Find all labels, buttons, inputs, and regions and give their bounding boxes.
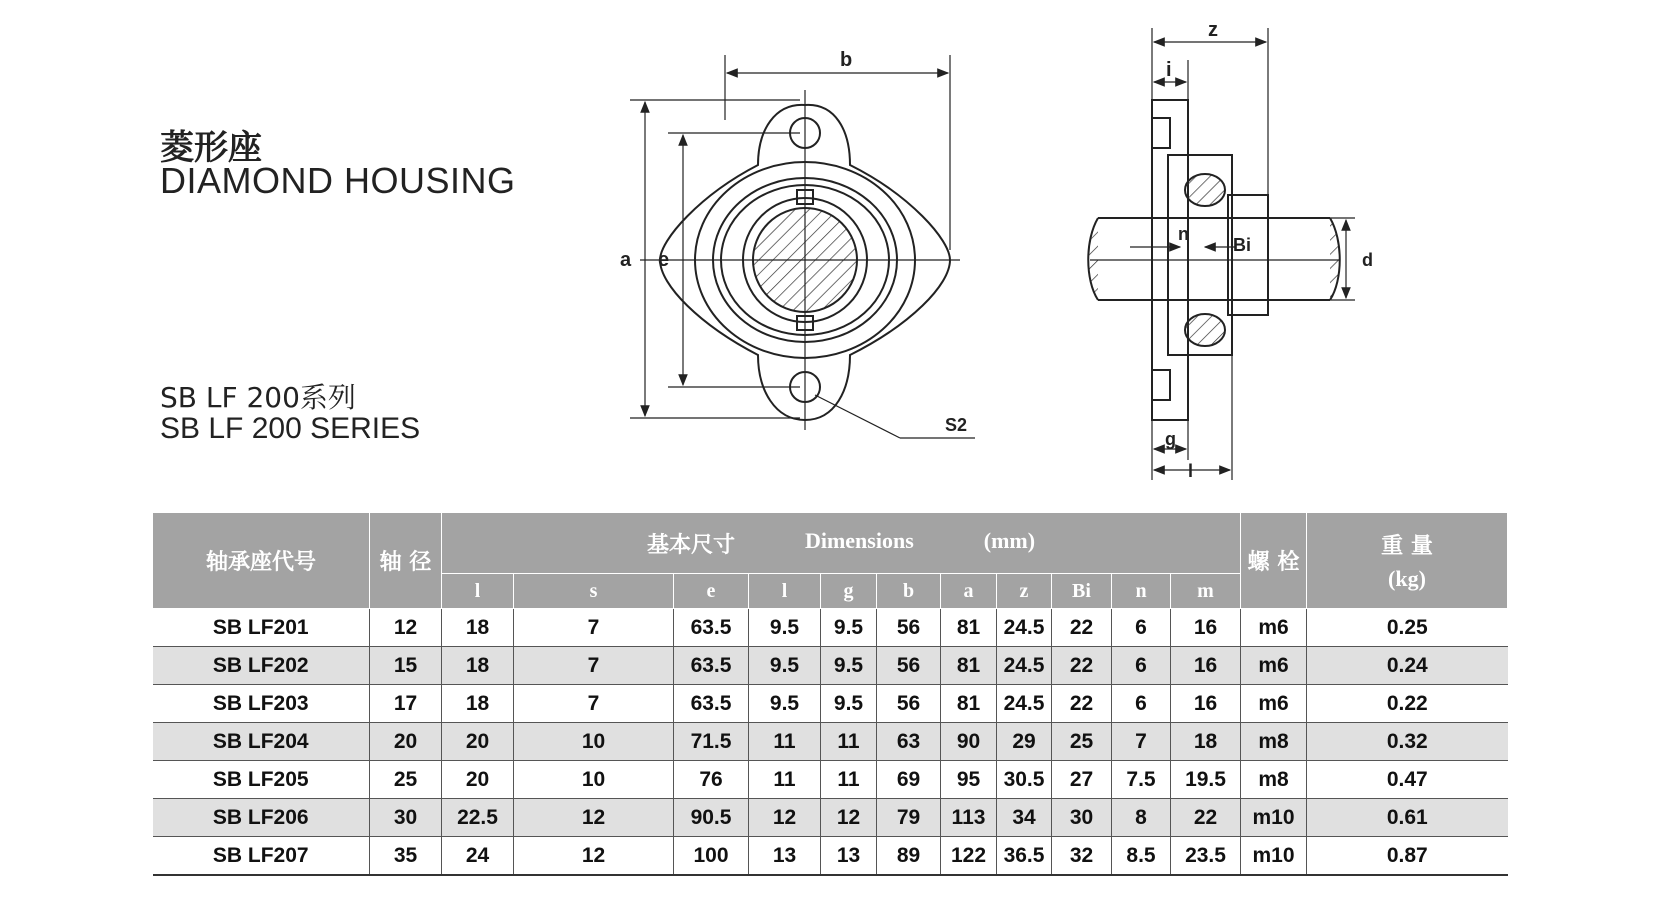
- cell-code: SB LF204: [153, 723, 370, 761]
- col-header-dimensions: [442, 513, 1241, 574]
- sub-header-n: n: [1112, 574, 1171, 609]
- sub-header-e: e: [674, 574, 749, 609]
- cell-bolt: m6: [1241, 685, 1307, 723]
- cell-weight: 0.24: [1307, 647, 1508, 685]
- sub-header-l2: l: [749, 574, 821, 609]
- dimensions-label-en: Dimensions: [804, 527, 914, 553]
- cell-z: 29: [997, 723, 1052, 761]
- cell-s: 10: [514, 761, 674, 799]
- cell-l2: 9.5: [749, 685, 821, 723]
- cell-m: 16: [1171, 685, 1241, 723]
- weight-unit: (kg): [1388, 566, 1426, 591]
- cell-code: SB LF207: [153, 837, 370, 876]
- sub-header-a: a: [941, 574, 997, 609]
- side-label-z: z: [1208, 19, 1218, 41]
- cell-z: 24.5: [997, 609, 1052, 647]
- cell-g: 13: [821, 837, 877, 876]
- cell-e: 100: [674, 837, 749, 876]
- cell-n: 6: [1112, 685, 1171, 723]
- cell-bolt: m8: [1241, 723, 1307, 761]
- cell-g: 9.5: [821, 609, 877, 647]
- front-label-b: b: [840, 49, 853, 71]
- cell-s: 12: [514, 837, 674, 876]
- cell-l1: 18: [442, 685, 514, 723]
- cell-e: 63.5: [674, 685, 749, 723]
- cell-z: 30.5: [997, 761, 1052, 799]
- cell-e: 63.5: [674, 609, 749, 647]
- cell-d: 35: [370, 837, 442, 876]
- cell-l2: 12: [749, 799, 821, 837]
- side-view-dimensions: [1090, 28, 1355, 480]
- cell-l1: 20: [442, 723, 514, 761]
- dimensions-table: [152, 512, 1508, 876]
- cell-e: 63.5: [674, 647, 749, 685]
- cell-b: 89: [877, 837, 941, 876]
- cell-l1: 22.5: [442, 799, 514, 837]
- cell-b: 56: [877, 647, 941, 685]
- sub-header-m: m: [1171, 574, 1241, 609]
- dimensions-unit: (mm): [983, 527, 1036, 553]
- cell-bolt: m6: [1241, 647, 1307, 685]
- cell-n: 6: [1112, 609, 1171, 647]
- col-header-weight: [1307, 513, 1508, 609]
- cell-s: 7: [514, 647, 674, 685]
- cell-n: 8.5: [1112, 837, 1171, 876]
- cell-m: 19.5: [1171, 761, 1241, 799]
- col-header-bolt: 螺 栓: [1241, 513, 1307, 609]
- cell-bolt: m10: [1241, 799, 1307, 837]
- side-label-i: i: [1166, 59, 1172, 81]
- cell-e: 71.5: [674, 723, 749, 761]
- cell-g: 12: [821, 799, 877, 837]
- cell-l2: 11: [749, 723, 821, 761]
- cell-d: 12: [370, 609, 442, 647]
- cell-d: 25: [370, 761, 442, 799]
- cell-n: 7.5: [1112, 761, 1171, 799]
- cell-g: 11: [821, 723, 877, 761]
- cell-a: 122: [941, 837, 997, 876]
- series-chinese: SB LF 200系列: [160, 381, 356, 414]
- cell-bi: 32: [1052, 837, 1112, 876]
- series-english: SB LF 200 SERIES: [160, 412, 421, 445]
- cell-l2: 9.5: [749, 609, 821, 647]
- sub-header-b: b: [877, 574, 941, 609]
- table-body: [153, 609, 1508, 876]
- cell-l1: 20: [442, 761, 514, 799]
- cell-b: 69: [877, 761, 941, 799]
- table-row: [153, 837, 1508, 876]
- cell-a: 90: [941, 723, 997, 761]
- sub-header-g: g: [821, 574, 877, 609]
- cell-a: 95: [941, 761, 997, 799]
- cell-m: 22: [1171, 799, 1241, 837]
- cell-d: 30: [370, 799, 442, 837]
- weight-label: 重 量: [1381, 534, 1433, 559]
- cell-m: 23.5: [1171, 837, 1241, 876]
- cell-n: 6: [1112, 647, 1171, 685]
- cell-code: SB LF203: [153, 685, 370, 723]
- cell-bi: 27: [1052, 761, 1112, 799]
- front-label-s2: S2: [945, 415, 968, 435]
- cell-bi: 30: [1052, 799, 1112, 837]
- cell-b: 63: [877, 723, 941, 761]
- cell-a: 81: [941, 609, 997, 647]
- cell-n: 8: [1112, 799, 1171, 837]
- sub-header-s: s: [514, 574, 674, 609]
- side-label-l: l: [1188, 461, 1194, 481]
- cell-weight: 0.25: [1307, 609, 1508, 647]
- cell-s: 7: [514, 609, 674, 647]
- cell-bolt: m8: [1241, 761, 1307, 799]
- table-row: [153, 723, 1508, 761]
- cell-n: 7: [1112, 723, 1171, 761]
- side-label-g: g: [1165, 429, 1176, 449]
- cell-a: 81: [941, 685, 997, 723]
- cell-bi: 22: [1052, 609, 1112, 647]
- table-row: [153, 609, 1508, 647]
- cell-weight: 0.61: [1307, 799, 1508, 837]
- cell-g: 9.5: [821, 685, 877, 723]
- cell-bi: 22: [1052, 685, 1112, 723]
- col-header-shaft: 轴 径: [370, 513, 442, 609]
- side-label-bi: Bi: [1233, 235, 1251, 255]
- cell-weight: 0.87: [1307, 837, 1508, 876]
- cell-code: SB LF205: [153, 761, 370, 799]
- cell-z: 24.5: [997, 647, 1052, 685]
- cell-b: 56: [877, 685, 941, 723]
- cell-z: 34: [997, 799, 1052, 837]
- col-header-code: 轴承座代号: [153, 513, 370, 609]
- side-label-d: d: [1362, 250, 1373, 270]
- cell-bolt: m10: [1241, 837, 1307, 876]
- cell-d: 15: [370, 647, 442, 685]
- table-header-row: [153, 513, 1508, 574]
- cell-s: 10: [514, 723, 674, 761]
- sub-header-z: z: [997, 574, 1052, 609]
- cell-s: 12: [514, 799, 674, 837]
- front-label-a: a: [620, 249, 632, 271]
- cell-d: 20: [370, 723, 442, 761]
- cell-d: 17: [370, 685, 442, 723]
- cell-l1: 18: [442, 647, 514, 685]
- cell-e: 90.5: [674, 799, 749, 837]
- cell-b: 56: [877, 609, 941, 647]
- cell-bi: 25: [1052, 723, 1112, 761]
- cell-m: 16: [1171, 609, 1241, 647]
- cell-e: 76: [674, 761, 749, 799]
- dimensions-label-cn: 基本尺寸: [646, 532, 735, 558]
- cell-code: SB LF206: [153, 799, 370, 837]
- cell-s: 7: [514, 685, 674, 723]
- cell-code: SB LF201: [153, 609, 370, 647]
- cell-l2: 11: [749, 761, 821, 799]
- title-chinese: 菱形座: [160, 128, 262, 168]
- cell-m: 18: [1171, 723, 1241, 761]
- front-label-e: e: [658, 249, 670, 271]
- cell-code: SB LF202: [153, 647, 370, 685]
- cell-g: 9.5: [821, 647, 877, 685]
- side-label-n: n: [1178, 224, 1189, 244]
- cell-g: 11: [821, 761, 877, 799]
- cell-l2: 9.5: [749, 647, 821, 685]
- sub-header-bi: Bi: [1052, 574, 1112, 609]
- cell-a: 113: [941, 799, 997, 837]
- cell-l1: 24: [442, 837, 514, 876]
- sub-header-l1: l: [442, 574, 514, 609]
- cell-weight: 0.22: [1307, 685, 1508, 723]
- table-row: [153, 761, 1508, 799]
- table-row: [153, 685, 1508, 723]
- cell-weight: 0.32: [1307, 723, 1508, 761]
- cell-b: 79: [877, 799, 941, 837]
- cell-l1: 18: [442, 609, 514, 647]
- cell-a: 81: [941, 647, 997, 685]
- cell-weight: 0.47: [1307, 761, 1508, 799]
- cell-bi: 22: [1052, 647, 1112, 685]
- cell-m: 16: [1171, 647, 1241, 685]
- cell-bolt: m6: [1241, 609, 1307, 647]
- cell-z: 36.5: [997, 837, 1052, 876]
- table-row: [153, 647, 1508, 685]
- cell-l2: 13: [749, 837, 821, 876]
- table-row: [153, 799, 1508, 837]
- title-english: DIAMOND HOUSING: [160, 160, 516, 201]
- cell-z: 24.5: [997, 685, 1052, 723]
